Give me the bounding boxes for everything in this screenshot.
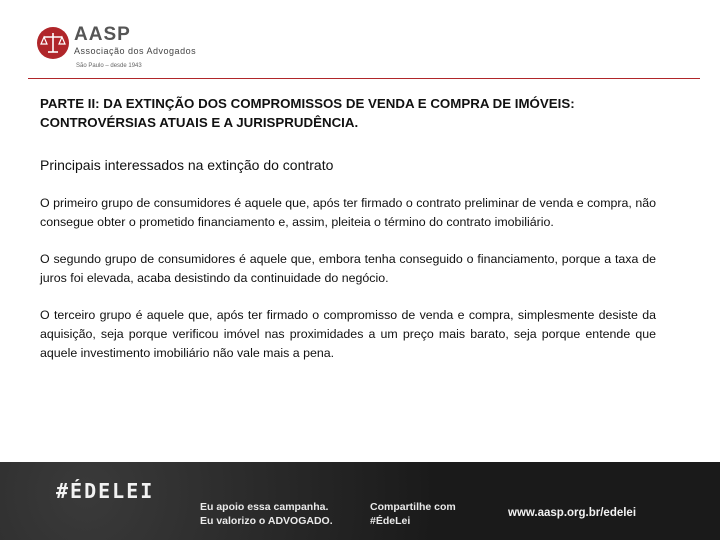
- title-line-2: CONTROVÉRSIAS ATUAIS E A JURISPRUDÊNCIA.: [40, 115, 359, 130]
- aasp-logo: [36, 26, 206, 76]
- campaign-url-link[interactable]: www.aasp.org.br/edelei: [508, 507, 637, 519]
- header-divider: [28, 78, 700, 79]
- campaign-hashtag: #ÉDELEI: [56, 479, 155, 503]
- lead-second-group: O segundo grupo: [40, 252, 137, 266]
- section-subtitle: Principais interessados na extinção do contrato: [40, 157, 334, 173]
- scales-of-justice-icon: [36, 26, 70, 60]
- text-third-group: é aquele que, após ter firmado o compromisso de venda e compra, simplesmente desiste da aquisição, seja porque verificou imóvel nas proximidades a um preço mais barato, seja porque entende que aquele investimento imobiliário não vale mais a pena.: [40, 308, 656, 360]
- campaign-line-1: Eu apoio essa campanha.: [200, 501, 329, 513]
- paragraph-second-group: [40, 250, 656, 288]
- text-first-group: de consumidores é aquele que, após ter firmado o contrato preliminar de venda e compra, não consegue obter o prometido financiamento e, assim, pleiteia o término do contrato imobiliário.: [40, 196, 657, 229]
- share-line-1: Compartilhe com: [370, 501, 456, 513]
- slide-title: [40, 94, 656, 132]
- paragraph-first-group: [40, 194, 656, 232]
- campaign-banner: [0, 462, 720, 540]
- title-line-1: PARTE II: DA EXTINÇÃO DOS COMPROMISSOS DE VENDA E COMPRA DE IMÓVEIS:: [40, 96, 575, 111]
- paragraph-third-group: [40, 306, 656, 363]
- brand-subtitle: São Paulo – desde 1943: [76, 63, 142, 69]
- brand-tagline: Associação dos Advogados: [74, 46, 197, 56]
- campaign-message: [200, 500, 333, 528]
- brand-name: AASP: [74, 24, 131, 45]
- slide-content: [40, 94, 656, 381]
- campaign-line-2: Eu valorizo o ADVOGADO.: [200, 515, 333, 527]
- lead-third-group: O terceiro grupo: [40, 308, 132, 322]
- text-second-group: de consumidores é aquele que, embora tenha conseguido o financiamento, porque a taxa de juros foi elevada, acaba desistindo da continuidade do negócio.: [40, 252, 656, 285]
- lead-first-group: O primeiro grupo: [40, 196, 133, 210]
- share-line-2: #ÉdeLei: [370, 515, 411, 527]
- share-message: [370, 500, 456, 528]
